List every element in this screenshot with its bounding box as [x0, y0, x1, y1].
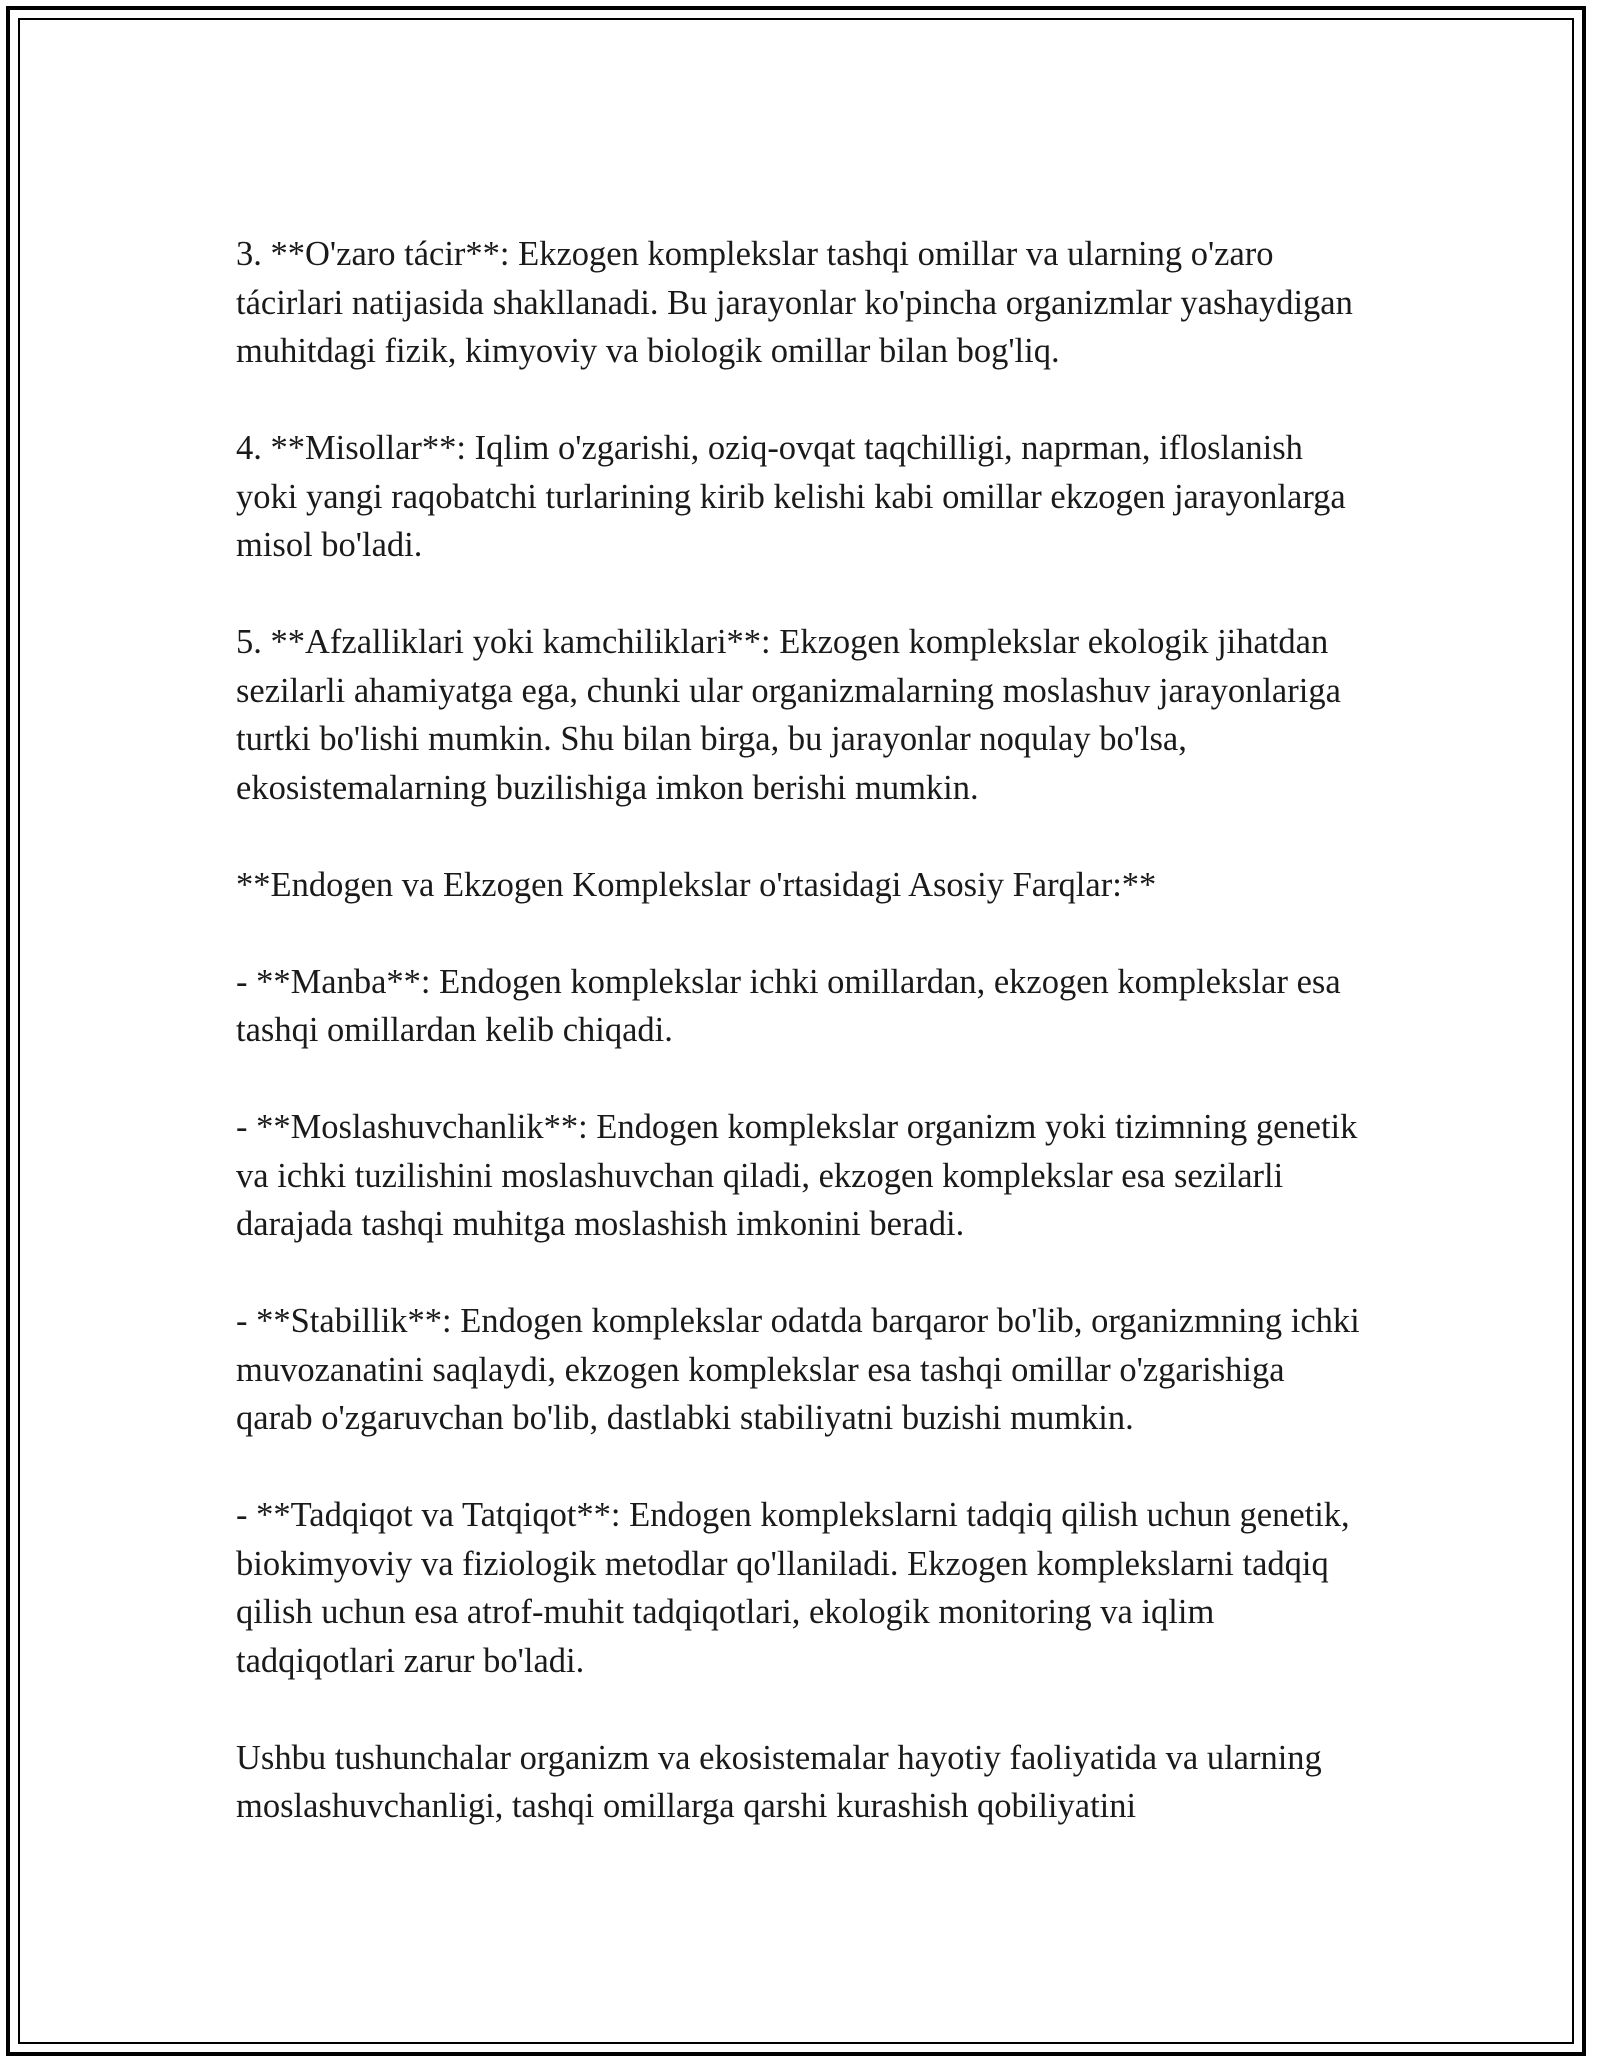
- paragraph-ozaro-tasir: 3. **O'zaro tácir**: Ekzogen komplekslar tashqi omillar va ularning o'zaro tácirlari natijasida shakllanadi. Bu jarayonlar ko'pincha organizmlar yashaydigan muhitdagi fizik, kimyoviy va biologik omillar bilan bog'liq.: [236, 235, 1353, 370]
- paragraph-misollar: 4. **Misollar**: Iqlim o'zgarishi, oziq-ovqat taqchilligi, naprman, ifloslanish yoki yangi raqobatchi turlarining kirib kelishi kabi omillar ekzogen jarayonlarga misol bo'ladi.: [236, 429, 1346, 564]
- paragraph-conclusion: Ushbu tushunchalar organizm va ekosistemalar hayotiy faoliyatida va ularning moslashuvchanligi, tashqi omillarga qarshi kurashish qobiliyatini: [236, 1738, 1322, 1825]
- list-item-tadqiqot: - **Tadqiqot va Tatqiqot**: Endogen komplekslarni tadqiq qilish uchun genetik, biokimyoviy va fiziologik metodlar qo'llaniladi. Ekzogen komplekslarni tadqiq qilish uchun esa atrof-muhit tadqiqotlari, ekologik monitoring va iqlim tadqiqotlari zarur bo'ladi.: [236, 1496, 1350, 1680]
- paragraph-afzalliklari: 5. **Afzalliklari yoki kamchiliklari**: Ekzogen komplekslar ekologik jihatdan sezilarli ahamiyatga ega, chunki ular organizmalarning moslashuv jarayonlariga turtki bo'lishi mumkin. Shu bilan birga, bu jarayonlar noqulay bo'lsa, ekosistemalarning buzilishiga imkon berishi mumkin.: [236, 623, 1341, 807]
- section-heading-farqlar: **Endogen va Ekzogen Komplekslar o'rtasidagi Asosiy Farqlar:**: [236, 865, 1157, 904]
- list-item-moslashuvchanlik: - **Moslashuvchanlik**: Endogen komplekslar organizm yoki tizimning genetik va ichki tuzilishini moslashuvchan qiladi, ekzogen komplekslar esa sezilarli darajada tashqi muhitga moslashish imkonini beradi.: [236, 1108, 1358, 1243]
- list-item-manba: - **Manba**: Endogen komplekslar ichki omillardan, ekzogen komplekslar esa tashqi omillardan kelib chiqadi.: [236, 962, 1341, 1049]
- document-body: [236, 230, 1366, 1831]
- list-item-stabillik: - **Stabillik**: Endogen komplekslar odatda barqaror bo'lib, organizmning ichki muvozanatini saqlaydi, ekzogen komplekslar esa tashqi omillar o'zgarishiga qarab o'zgaruvchan bo'lib, dastlabki stabiliyatni buzishi mumkin.: [236, 1302, 1360, 1437]
